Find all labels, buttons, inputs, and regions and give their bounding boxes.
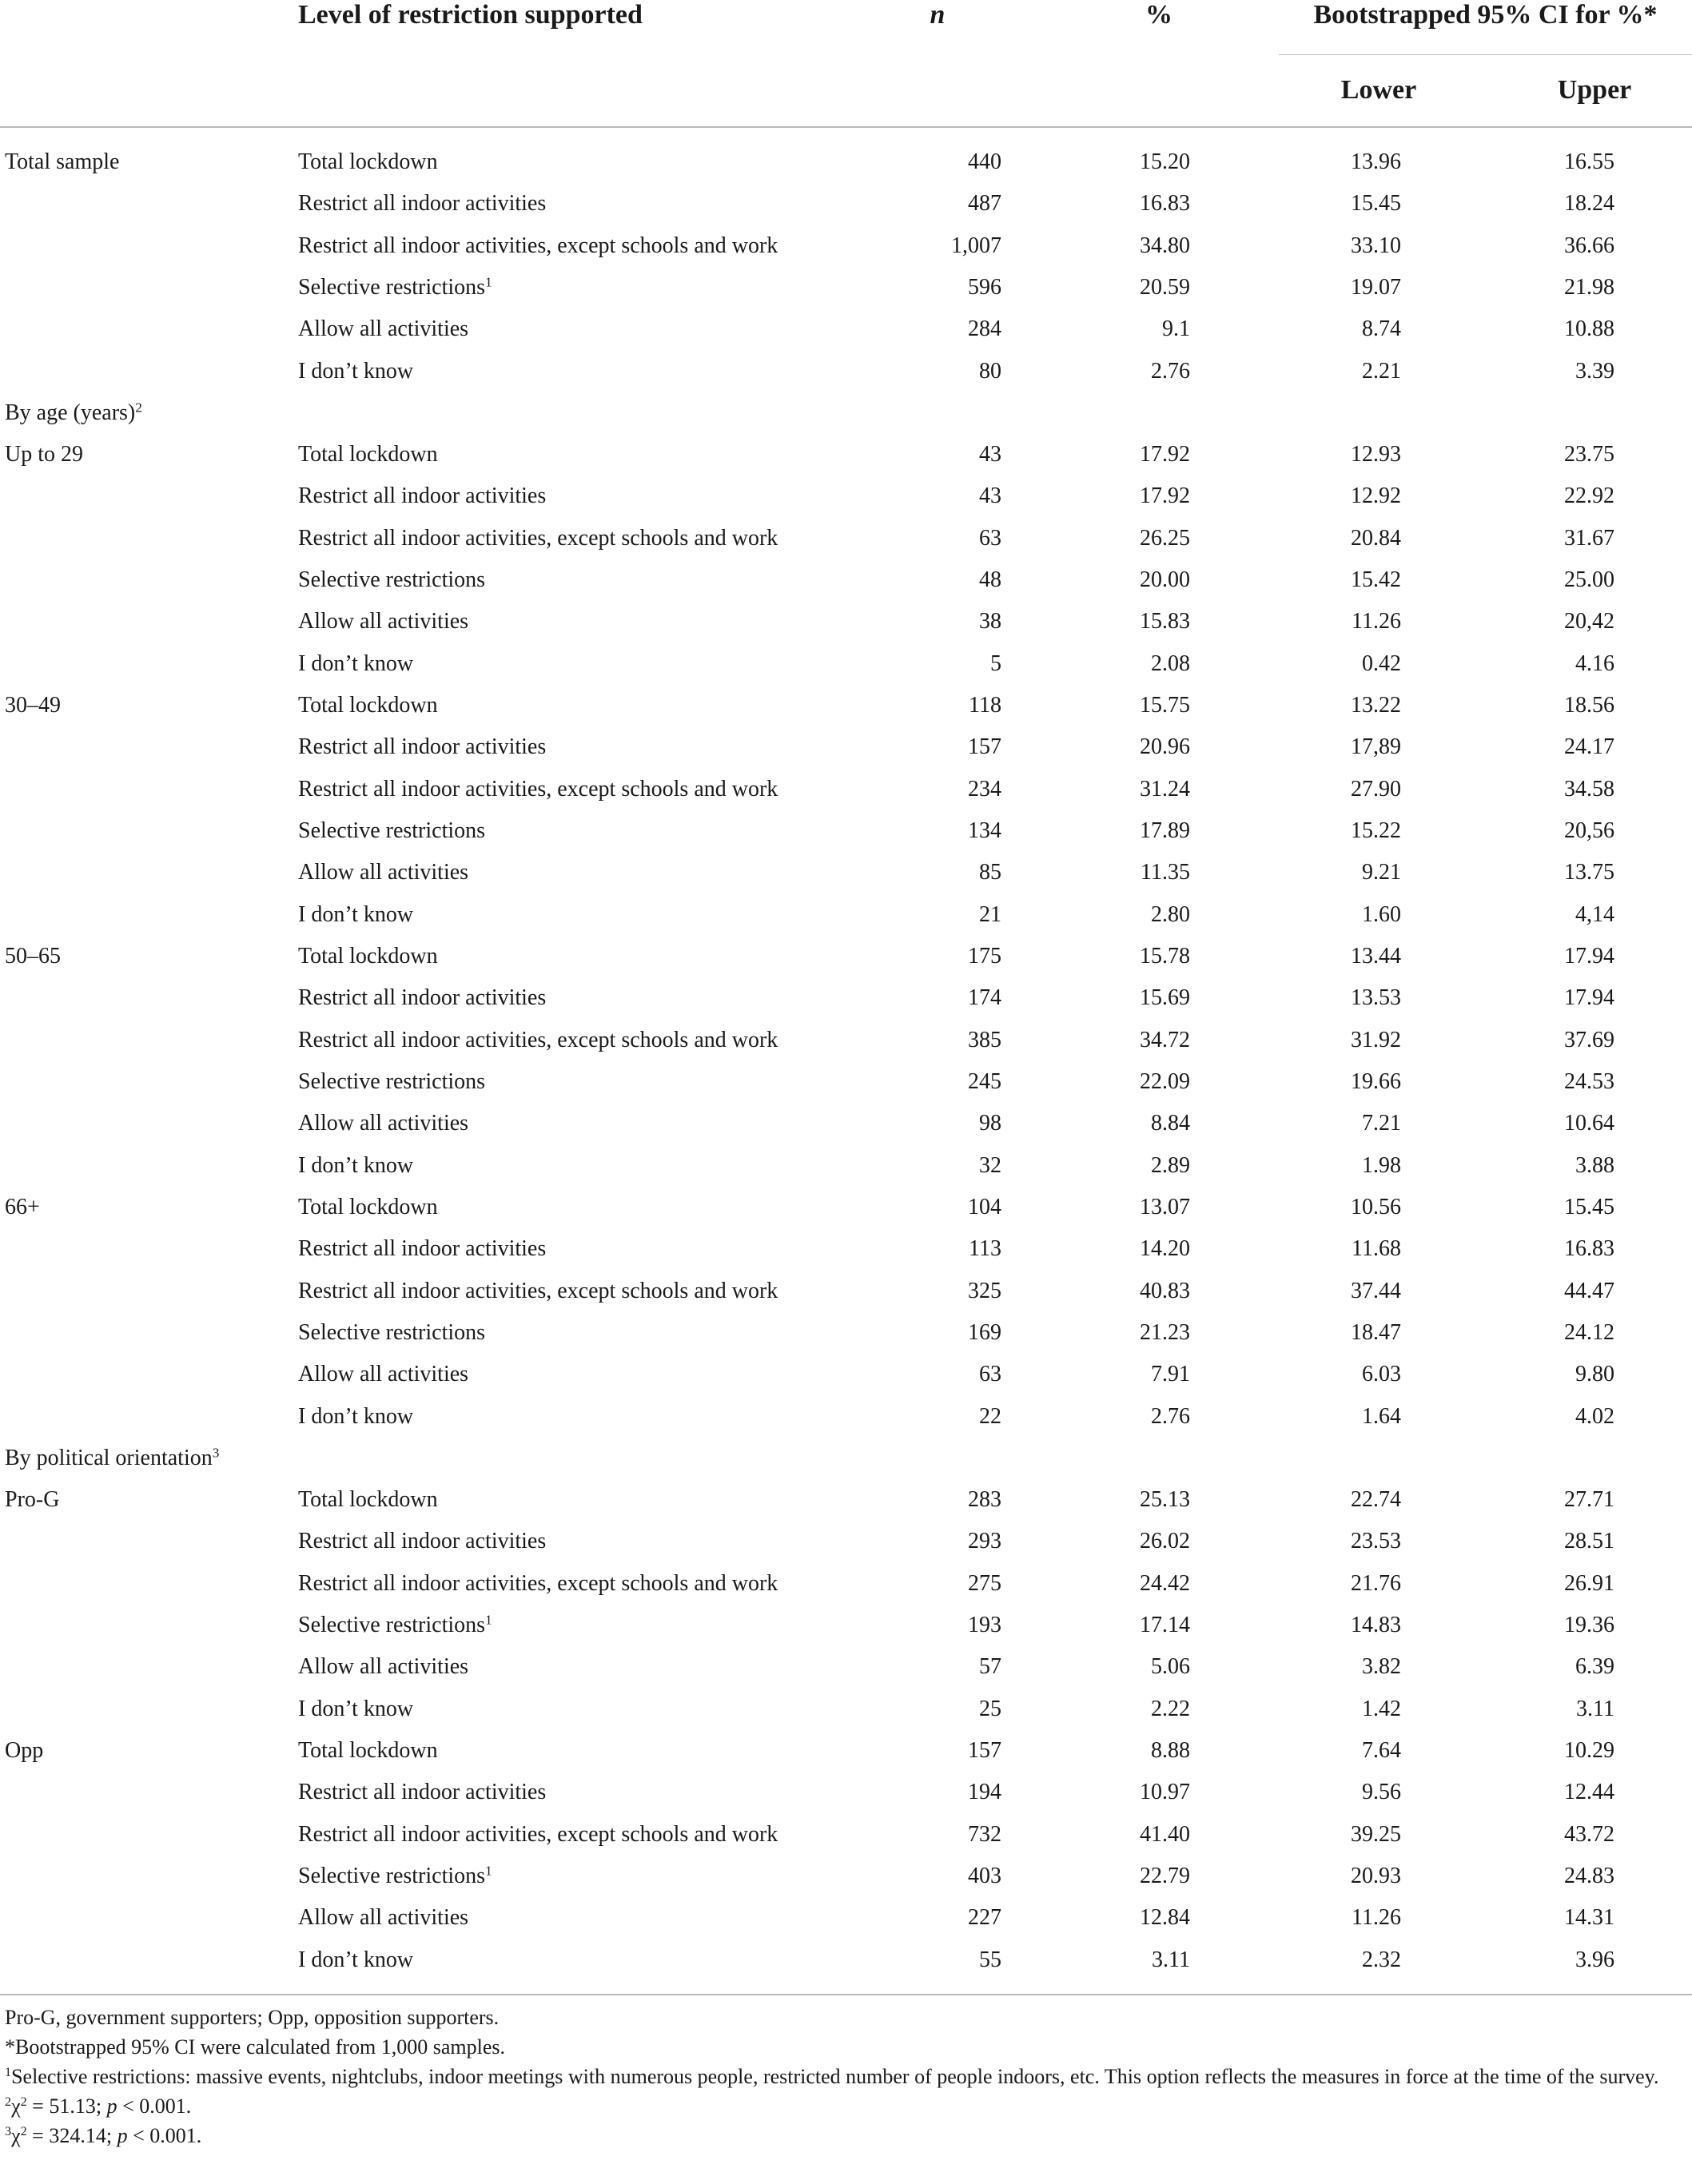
row-pct: 9.1: [1162, 316, 1190, 341]
row-ci-lower: 19.07: [1351, 275, 1401, 300]
row-n: 193: [968, 1613, 1001, 1637]
row-ci-upper: 17.94: [1564, 944, 1614, 969]
row-level: Total lockdown: [298, 1195, 438, 1219]
row-level: Allow all activities: [298, 860, 469, 885]
row-ci-upper: 37.69: [1564, 1028, 1614, 1052]
footnote-3: $^3\chi^2 = 324.14$; p < 0.001.: [5, 2124, 202, 2147]
row-ci-upper: 36.66: [1564, 233, 1614, 258]
row-n: 134: [968, 818, 1001, 843]
row-pct: 8.88: [1151, 1738, 1190, 1763]
row-n: 440: [968, 149, 1001, 174]
row-ci-upper: 16.55: [1564, 149, 1614, 174]
row-pct: 24.42: [1140, 1571, 1190, 1596]
row-n: 21: [979, 902, 1001, 927]
row-level: Selective restrictions$^1$: [298, 274, 492, 300]
row-ci-lower: 2.32: [1362, 1947, 1401, 1972]
group-total-sample: Total sample: [5, 149, 120, 174]
row-level: Restrict all indoor activities: [298, 1529, 547, 1553]
header-ci: Bootstrapped 95% CI for %*: [1313, 0, 1658, 30]
footnote-abbrev: Pro-G, government supporters; Opp, opposition supporters.: [5, 2006, 500, 2029]
row-level: Allow all activities: [298, 316, 469, 341]
row-n: 32: [979, 1153, 1001, 1178]
row-ci-lower: 13.53: [1351, 985, 1401, 1010]
row-pct: 14.20: [1140, 1236, 1190, 1261]
row-n: 275: [968, 1571, 1001, 1596]
row-ci-lower: 1.98: [1362, 1153, 1401, 1178]
row-ci-lower: 9.21: [1362, 860, 1401, 885]
row-n: 113: [969, 1236, 1001, 1261]
row-level: Restrict all indoor activities: [298, 1236, 547, 1261]
row-n: 43: [979, 483, 1001, 508]
header-level: Level of restriction supported: [298, 0, 643, 30]
row-pct: 20.59: [1140, 275, 1190, 300]
row-ci-lower: 20.93: [1351, 1864, 1401, 1888]
row-level: Selective restrictions: [298, 1069, 486, 1094]
row-ci-lower: 1.60: [1362, 902, 1401, 927]
row-pct: 16.83: [1140, 191, 1190, 216]
row-ci-lower: 15.42: [1351, 567, 1401, 592]
row-ci-lower: 13.96: [1351, 149, 1401, 174]
group-50-65: 50–65: [5, 944, 61, 969]
row-level: Restrict all indoor activities: [298, 483, 547, 508]
row-n: 175: [968, 944, 1001, 969]
row-ci-lower: 11.68: [1352, 1236, 1401, 1261]
row-n: 596: [968, 275, 1001, 300]
row-level: Restrict all indoor activities, except schools and work: [298, 233, 778, 258]
row-pct: 17.92: [1140, 483, 1190, 508]
row-level: I don’t know: [298, 1404, 414, 1429]
header-pct: %: [1145, 0, 1172, 30]
row-ci-lower: 2.21: [1362, 359, 1401, 384]
row-n: 487: [968, 191, 1001, 216]
group-by-political: By political orientation$^3$: [5, 1445, 220, 1470]
row-pct: 15.78: [1140, 944, 1190, 969]
row-pct: 2.22: [1151, 1697, 1190, 1721]
row-pct: 22.09: [1140, 1069, 1190, 1094]
row-ci-lower: 13.22: [1351, 693, 1401, 718]
row-ci-lower: 1.64: [1362, 1404, 1401, 1429]
row-ci-lower: 7.21: [1362, 1111, 1401, 1136]
row-ci-upper: 18.56: [1564, 693, 1614, 718]
row-n: 118: [969, 693, 1001, 718]
group-opp: Opp: [5, 1738, 44, 1763]
header-rule: [0, 126, 1692, 128]
row-n: 1,007: [951, 233, 1001, 258]
header-upper: Upper: [1557, 75, 1632, 105]
row-pct: 15.20: [1140, 149, 1190, 174]
row-ci-upper: 4.02: [1575, 1404, 1614, 1429]
row-level: Total lockdown: [298, 442, 438, 467]
row-ci-upper: 21.98: [1564, 275, 1614, 300]
row-level: Selective restrictions: [298, 1320, 486, 1345]
row-pct: 12.84: [1140, 1905, 1190, 1930]
row-ci-upper: 3.96: [1575, 1947, 1614, 1972]
row-pct: 17.14: [1140, 1613, 1190, 1637]
row-ci-upper: 3.39: [1575, 359, 1614, 384]
row-n: 732: [968, 1822, 1001, 1847]
row-pct: 20.96: [1140, 734, 1190, 759]
row-ci-lower: 21.76: [1351, 1571, 1401, 1596]
row-level: Restrict all indoor activities: [298, 191, 547, 216]
group-up-to-29: Up to 29: [5, 442, 83, 467]
row-pct: 21.23: [1140, 1320, 1190, 1345]
row-pct: 13.07: [1140, 1195, 1190, 1219]
row-level: Total lockdown: [298, 693, 438, 718]
row-level: Selective restrictions: [298, 818, 486, 843]
row-ci-lower: 3.82: [1362, 1654, 1401, 1679]
row-ci-lower: 11.26: [1352, 1905, 1401, 1930]
row-level: Restrict all indoor activities, except schools and work: [298, 1822, 778, 1847]
row-ci-lower: 8.74: [1362, 316, 1401, 341]
row-ci-lower: 23.53: [1351, 1529, 1401, 1553]
row-level: Total lockdown: [298, 1738, 438, 1763]
row-level: Restrict all indoor activities, except schools and work: [298, 777, 778, 802]
row-ci-upper: 14.31: [1564, 1905, 1614, 1930]
row-level: Selective restrictions$^1$: [298, 1612, 492, 1637]
row-level: I don’t know: [298, 1153, 414, 1178]
row-level: Allow all activities: [298, 1654, 469, 1679]
row-level: Restrict all indoor activities: [298, 734, 547, 759]
row-pct: 22.79: [1140, 1864, 1190, 1888]
row-pct: 10.97: [1140, 1780, 1190, 1804]
row-ci-upper: 16.83: [1564, 1236, 1614, 1261]
row-n: 234: [968, 777, 1001, 802]
row-pct: 26.02: [1140, 1529, 1190, 1553]
row-ci-upper: 27.71: [1564, 1487, 1614, 1512]
header-lower: Lower: [1340, 75, 1417, 105]
row-ci-upper: 4.16: [1575, 651, 1614, 676]
row-ci-upper: 28.51: [1564, 1529, 1614, 1553]
row-ci-lower: 15.45: [1351, 191, 1401, 216]
row-ci-lower: 14.83: [1351, 1613, 1401, 1637]
row-n: 245: [968, 1069, 1001, 1094]
row-pct: 34.72: [1140, 1028, 1190, 1052]
row-level: Restrict all indoor activities, except schools and work: [298, 526, 778, 551]
row-ci-upper: 18.24: [1564, 191, 1614, 216]
row-ci-upper: 24.17: [1564, 734, 1614, 759]
row-pct: 2.08: [1151, 651, 1190, 676]
row-n: 157: [968, 1738, 1001, 1763]
row-ci-upper: 10.64: [1564, 1111, 1614, 1136]
row-ci-upper: 3.88: [1575, 1153, 1614, 1178]
row-n: 55: [979, 1947, 1001, 1972]
row-ci-upper: 23.75: [1564, 442, 1614, 467]
row-ci-lower: 15.22: [1351, 818, 1401, 843]
row-ci-lower: 33.10: [1351, 233, 1401, 258]
row-level: I don’t know: [298, 359, 414, 384]
row-ci-upper: 24.53: [1564, 1069, 1614, 1094]
row-level: Selective restrictions: [298, 567, 486, 592]
row-n: 403: [968, 1864, 1001, 1888]
row-ci-upper: 20,56: [1564, 818, 1614, 843]
row-level: Restrict all indoor activities, except schools and work: [298, 1571, 778, 1596]
row-n: 57: [979, 1654, 1001, 1679]
row-level: Restrict all indoor activities, except schools and work: [298, 1028, 778, 1052]
footnote-bootstrap: *Bootstrapped 95% CI were calculated from 1,000 samples.: [5, 2035, 505, 2059]
row-ci-upper: 44.47: [1564, 1279, 1614, 1303]
row-ci-lower: 37.44: [1351, 1279, 1401, 1303]
row-level: Total lockdown: [298, 149, 438, 174]
row-ci-upper: 10.88: [1564, 316, 1614, 341]
row-n: 174: [968, 985, 1001, 1010]
row-pct: 26.25: [1140, 526, 1190, 551]
row-level: Selective restrictions$^1$: [298, 1863, 492, 1888]
row-level: I don’t know: [298, 651, 414, 676]
row-pct: 34.80: [1140, 233, 1190, 258]
row-level: Allow all activities: [298, 1362, 469, 1386]
footnote-2: $^2\chi^2 = 51.13$; p < 0.001.: [5, 2094, 192, 2118]
row-n: 98: [979, 1111, 1001, 1136]
row-pct: 41.40: [1140, 1822, 1190, 1847]
row-ci-upper: 25.00: [1564, 567, 1614, 592]
row-ci-upper: 26.91: [1564, 1571, 1614, 1596]
row-level: Total lockdown: [298, 944, 438, 969]
row-ci-upper: 22.92: [1564, 483, 1614, 508]
row-pct: 17.92: [1140, 442, 1190, 467]
row-pct: 31.24: [1140, 777, 1190, 802]
row-ci-lower: 13.44: [1351, 944, 1401, 969]
row-ci-lower: 7.64: [1362, 1738, 1401, 1763]
row-level: I don’t know: [298, 1947, 414, 1972]
row-pct: 2.76: [1151, 359, 1190, 384]
row-n: 194: [968, 1780, 1001, 1804]
footer-rule: [0, 1994, 1692, 1995]
header-ci-rule: [1279, 54, 1692, 55]
row-pct: 7.91: [1151, 1362, 1190, 1386]
row-ci-lower: 17,89: [1351, 734, 1401, 759]
row-ci-upper: 34.58: [1564, 777, 1614, 802]
row-n: 63: [979, 526, 1001, 551]
row-ci-upper: 12.44: [1564, 1780, 1614, 1804]
row-ci-upper: 20,42: [1564, 609, 1614, 634]
header-n: n: [930, 0, 946, 30]
row-ci-upper: 4,14: [1575, 902, 1614, 927]
row-n: 48: [979, 567, 1001, 592]
row-ci-upper: 17.94: [1564, 985, 1614, 1010]
row-n: 385: [968, 1028, 1001, 1052]
row-ci-lower: 12.92: [1351, 483, 1401, 508]
row-level: I don’t know: [298, 902, 414, 927]
row-n: 227: [968, 1905, 1001, 1930]
row-level: Allow all activities: [298, 609, 469, 634]
row-level: Restrict all indoor activities: [298, 985, 547, 1010]
row-ci-lower: 18.47: [1351, 1320, 1401, 1345]
row-pct: 2.80: [1151, 902, 1190, 927]
row-n: 5: [990, 651, 1001, 676]
row-ci-upper: 31.67: [1564, 526, 1614, 551]
row-ci-lower: 20.84: [1351, 526, 1401, 551]
row-ci-upper: 43.72: [1564, 1822, 1614, 1847]
row-n: 104: [968, 1195, 1001, 1219]
row-pct: 15.83: [1140, 609, 1190, 634]
row-pct: 3.11: [1152, 1947, 1190, 1972]
row-pct: 11.35: [1141, 860, 1190, 885]
row-n: 80: [979, 359, 1001, 384]
row-pct: 25.13: [1140, 1487, 1190, 1512]
row-ci-lower: 31.92: [1351, 1028, 1401, 1052]
row-ci-lower: 39.25: [1351, 1822, 1401, 1847]
row-ci-upper: 24.83: [1564, 1864, 1614, 1888]
row-ci-upper: 3.11: [1576, 1697, 1614, 1721]
row-ci-upper: 9.80: [1575, 1362, 1614, 1386]
row-n: 284: [968, 316, 1001, 341]
row-ci-lower: 27.90: [1351, 777, 1401, 802]
row-level: Allow all activities: [298, 1111, 469, 1136]
row-pct: 2.76: [1151, 1404, 1190, 1429]
group-30-49: 30–49: [5, 693, 61, 718]
row-n: 25: [979, 1697, 1001, 1721]
row-level: Total lockdown: [298, 1487, 438, 1512]
row-n: 157: [968, 734, 1001, 759]
row-n: 43: [979, 442, 1001, 467]
row-ci-lower: 19.66: [1351, 1069, 1401, 1094]
row-ci-lower: 1.42: [1362, 1697, 1401, 1721]
row-ci-upper: 6.39: [1575, 1654, 1614, 1679]
row-pct: 17.89: [1140, 818, 1190, 843]
row-ci-upper: 19.36: [1564, 1613, 1614, 1637]
row-ci-lower: 0.42: [1362, 651, 1401, 676]
row-pct: 15.69: [1140, 985, 1190, 1010]
row-n: 325: [968, 1279, 1001, 1303]
row-ci-upper: 24.12: [1564, 1320, 1614, 1345]
row-ci-upper: 13.75: [1564, 860, 1614, 885]
row-ci-upper: 15.45: [1564, 1195, 1614, 1219]
row-ci-lower: 6.03: [1362, 1362, 1401, 1386]
row-n: 283: [968, 1487, 1001, 1512]
group-by-age: By age (years)$^2$: [5, 400, 142, 425]
row-ci-upper: 10.29: [1564, 1738, 1614, 1763]
row-n: 169: [968, 1320, 1001, 1345]
row-ci-lower: 22.74: [1351, 1487, 1401, 1512]
row-ci-lower: 11.26: [1352, 609, 1401, 634]
row-level: Restrict all indoor activities: [298, 1780, 547, 1804]
row-n: 22: [979, 1404, 1001, 1429]
row-pct: 2.89: [1151, 1153, 1190, 1178]
row-pct: 8.84: [1151, 1111, 1190, 1136]
row-pct: 40.83: [1140, 1279, 1190, 1303]
row-pct: 20.00: [1140, 567, 1190, 592]
row-level: Allow all activities: [298, 1905, 469, 1930]
row-n: 63: [979, 1362, 1001, 1386]
row-pct: 15.75: [1140, 693, 1190, 718]
row-ci-lower: 12.93: [1351, 442, 1401, 467]
footnotes: [5, 2003, 1686, 2150]
group-pro-g: Pro-G: [5, 1487, 60, 1512]
row-ci-lower: 10.56: [1351, 1195, 1401, 1219]
row-pct: 5.06: [1151, 1654, 1190, 1679]
group-66-plus: 66+: [5, 1195, 40, 1219]
row-ci-lower: 9.56: [1362, 1780, 1401, 1804]
row-level: Restrict all indoor activities, except schools and work: [298, 1279, 778, 1303]
row-n: 293: [968, 1529, 1001, 1553]
footnote-1: $^1$Selective restrictions: massive events, nightclubs, indoor meetings with numerous people, restricted number of people indoors, etc. This option reflects the measures in force at the time of the survey.: [5, 2065, 1659, 2088]
row-level: I don’t know: [298, 1697, 414, 1721]
row-n: 38: [979, 609, 1001, 634]
row-n: 85: [979, 860, 1001, 885]
